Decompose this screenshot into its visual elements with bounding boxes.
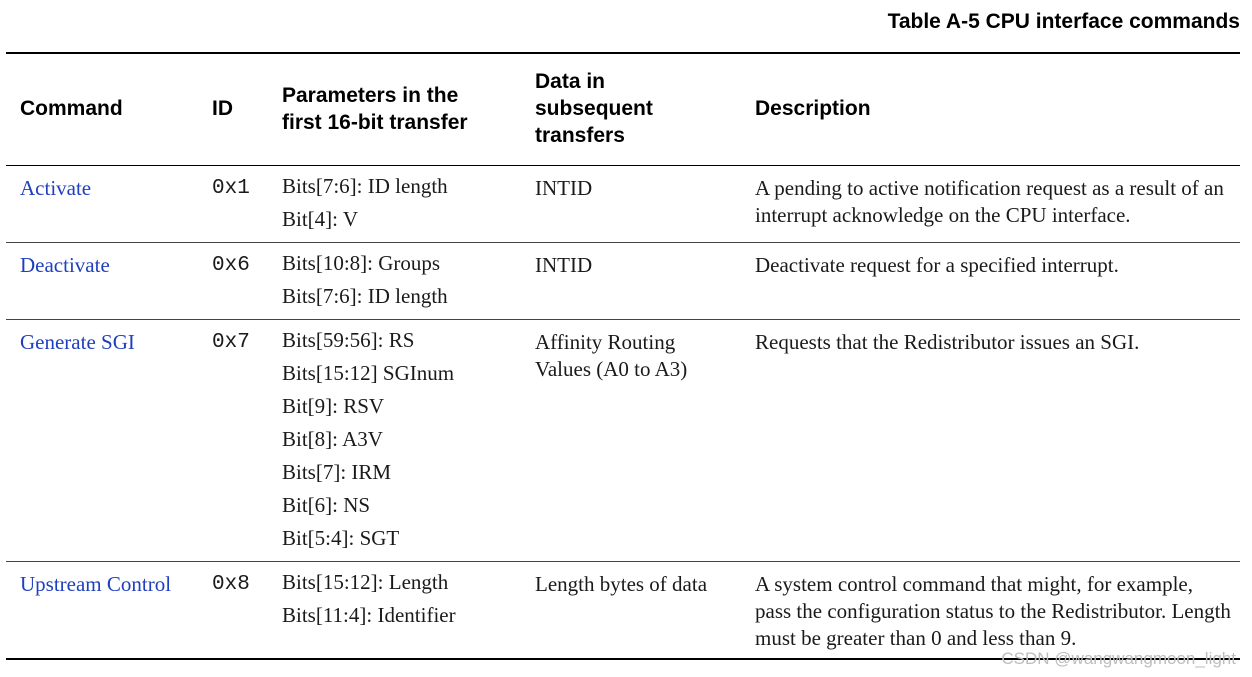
parameter-line: Bit[6]: NS bbox=[282, 493, 371, 517]
command-id: 0x6 bbox=[212, 254, 250, 277]
parameter-line: Bits[15:12]: Length bbox=[282, 570, 449, 594]
parameter-line: Bits[15:12] SGInum bbox=[282, 361, 455, 385]
watermark: CSDN @wangwangmoon_light bbox=[1001, 649, 1236, 668]
command-id: 0x7 bbox=[212, 331, 250, 354]
command-description: Requests that the Redistributor issues an SGI. bbox=[755, 330, 1140, 354]
table-header-row bbox=[6, 53, 1240, 166]
header-data-line-1: Data in bbox=[535, 70, 606, 93]
header-data-line-2: subsequent bbox=[535, 97, 653, 120]
parameter-line: Bit[4]: V bbox=[282, 207, 359, 231]
parameter-line: Bits[59:56]: RS bbox=[282, 328, 415, 352]
command-link[interactable]: Activate bbox=[20, 176, 92, 200]
command-link[interactable]: Upstream Control bbox=[20, 572, 172, 596]
table-row bbox=[6, 562, 1240, 660]
command-description: Deactivate request for a specified interrupt. bbox=[755, 253, 1119, 277]
header-description: Description bbox=[755, 97, 871, 120]
cpu-interface-commands-table bbox=[6, 52, 1240, 660]
table-row bbox=[6, 243, 1240, 320]
command-link[interactable]: Generate SGI bbox=[20, 330, 135, 354]
command-id: 0x1 bbox=[212, 177, 250, 200]
header-id: ID bbox=[212, 97, 233, 120]
parameter-line: Bits[7:6]: ID length bbox=[282, 284, 448, 308]
header-parameters bbox=[268, 53, 521, 166]
command-parameters bbox=[268, 243, 521, 320]
parameter-line: Bits[7]: IRM bbox=[282, 460, 392, 484]
command-data: Length bytes of data bbox=[535, 572, 708, 596]
command-data: INTID bbox=[535, 253, 593, 277]
parameter-line: Bit[8]: A3V bbox=[282, 427, 383, 451]
table-caption: Table A-5 CPU interface commands bbox=[887, 10, 1240, 33]
table-row bbox=[6, 166, 1240, 243]
header-data bbox=[521, 53, 741, 166]
command-data: INTID bbox=[535, 176, 593, 200]
parameter-line: Bit[5:4]: SGT bbox=[282, 526, 400, 550]
parameter-line: Bits[7:6]: ID length bbox=[282, 174, 448, 198]
command-parameters bbox=[268, 166, 521, 243]
parameter-line: Bits[10:8]: Groups bbox=[282, 251, 441, 275]
header-command: Command bbox=[20, 97, 123, 120]
command-link[interactable]: Deactivate bbox=[20, 253, 110, 277]
command-id: 0x8 bbox=[212, 573, 250, 596]
table-row bbox=[6, 320, 1240, 562]
command-parameters bbox=[268, 320, 521, 562]
command-data: Affinity Routing Values (A0 to A3) bbox=[535, 330, 688, 381]
command-description: A pending to active notification request as a result of an interrupt acknowledge on the CPU interface. bbox=[755, 176, 1224, 227]
command-parameters bbox=[268, 562, 521, 660]
command-description: A system control command that might, for example, pass the configuration status to the Redistributor. Length must be greater than 0 and less than 9. bbox=[755, 572, 1231, 650]
header-parameters-line-1: Parameters in the bbox=[282, 83, 459, 107]
parameter-line: Bit[9]: RSV bbox=[282, 394, 385, 418]
header-parameters-line-2: first 16-bit transfer bbox=[282, 110, 468, 134]
parameter-line: Bits[11:4]: Identifier bbox=[282, 603, 456, 627]
header-data-line-3: transfers bbox=[535, 124, 625, 147]
